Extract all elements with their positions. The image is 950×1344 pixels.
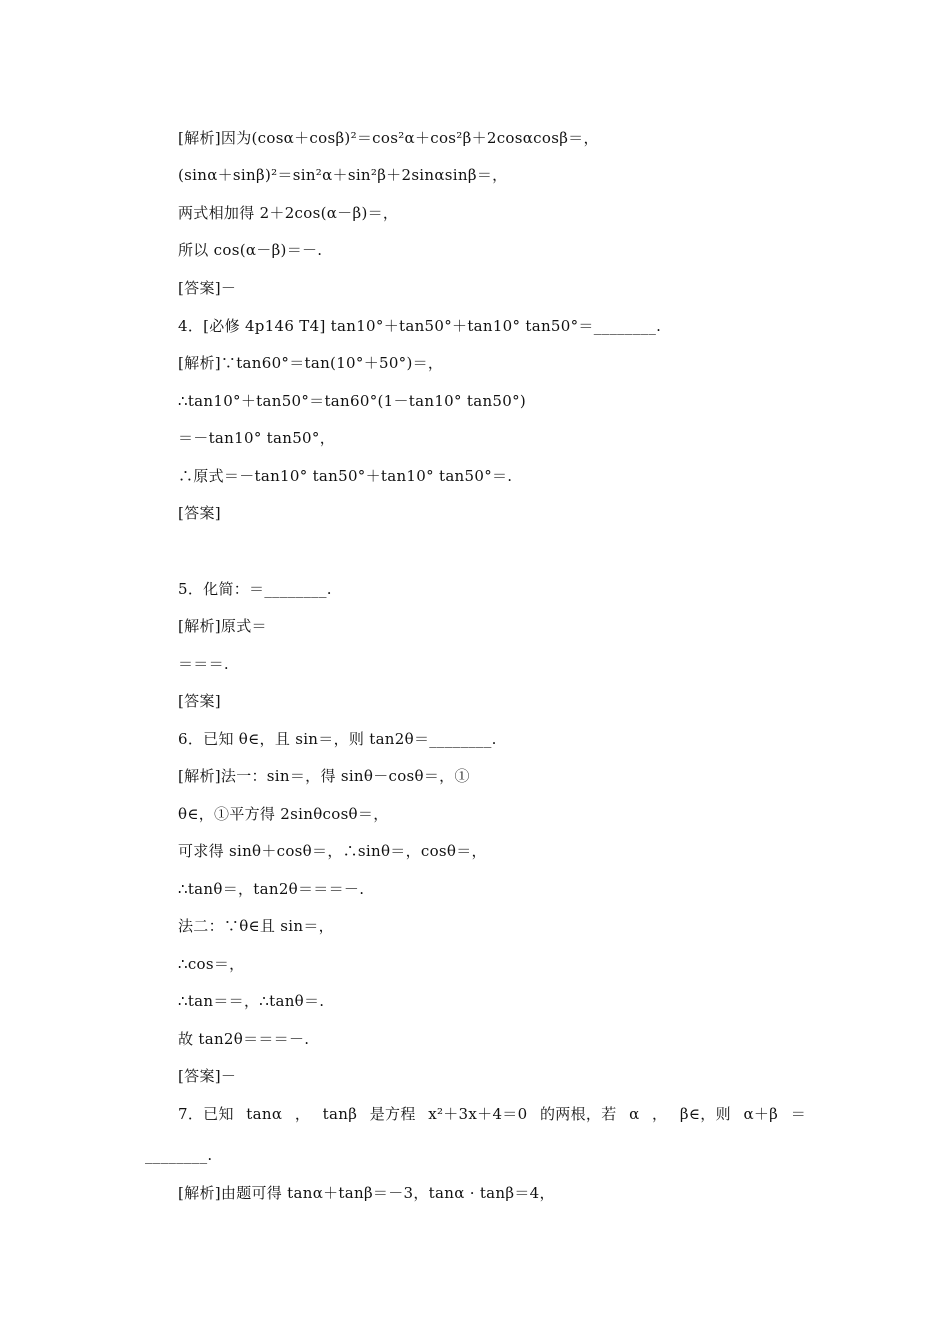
text-line: ∴cos＝， bbox=[178, 955, 245, 973]
answer-label: [答案] bbox=[178, 504, 221, 522]
text-line: 可求得 sinθ＋cosθ＝，∴sinθ＝，cosθ＝， bbox=[178, 842, 487, 860]
q7-part: 是方程 bbox=[369, 1105, 416, 1123]
text-line: 法二：∵θ∈且 sin＝， bbox=[178, 917, 334, 935]
text-line: [解析]法一：sin＝，得 sinθ－cosθ＝，① bbox=[178, 767, 470, 785]
q7-part: α＋β bbox=[743, 1105, 779, 1123]
text-line: [解析]由题可得 tanα＋tanβ＝－3，tanα · tanβ＝4， bbox=[178, 1184, 555, 1202]
q7-part: β∈，则 bbox=[679, 1105, 731, 1123]
question-7 bbox=[178, 1104, 806, 1124]
text-line: (sinα＋sinβ)²＝sin²α＋sin²β＋2sinαsinβ＝， bbox=[178, 166, 508, 184]
answer-label: [答案]－ bbox=[178, 279, 237, 297]
text-line: ∴tan＝＝，∴tanθ＝. bbox=[178, 992, 325, 1010]
q7-part: x²＋3x＋4＝0 bbox=[428, 1105, 528, 1123]
q7-part: α bbox=[629, 1105, 640, 1123]
q7-answer-blank: ________. bbox=[145, 1146, 213, 1164]
text-line: ＝－tan10° tan50°， bbox=[178, 429, 336, 447]
text-line: ∴tan10°＋tan50°＝tan60°(1－tan10° tan50°) bbox=[178, 392, 527, 410]
text-line: ∴tanθ＝，tan2θ＝＝＝－. bbox=[178, 880, 365, 898]
text-line: ＝＝＝. bbox=[178, 655, 229, 673]
q7-part: tanα bbox=[246, 1105, 283, 1123]
question-5: 5．化简：＝________. bbox=[178, 580, 332, 598]
q7-part: 的两根，若 bbox=[540, 1105, 617, 1123]
text-line: θ∈，①平方得 2sinθcosθ＝， bbox=[178, 805, 389, 823]
q7-part: 7．已知 bbox=[178, 1105, 234, 1123]
text-line: 所以 cos(α－β)＝－. bbox=[178, 241, 323, 259]
text-line: [解析]因为(cosα＋cosβ)²＝cos²α＋cos²β＋2cosαcosβ＝， bbox=[178, 129, 599, 147]
text-line: 两式相加得 2＋2cos(α－β)＝， bbox=[178, 204, 399, 222]
text-line: 故 tan2θ＝＝＝－. bbox=[178, 1030, 310, 1048]
text-line: [解析]原式＝ bbox=[178, 617, 267, 635]
answer-label: [答案]－ bbox=[178, 1067, 237, 1085]
question-4: 4．[必修 4p146 T4] tan10°＋tan50°＋tan10° tan50°＝________. bbox=[178, 317, 662, 335]
text-line: ∴原式＝－tan10° tan50°＋tan10° tan50°＝. bbox=[178, 467, 513, 485]
q7-part: ＝ bbox=[790, 1105, 806, 1123]
text-line: [解析]∵tan60°＝tan(10°＋50°)＝， bbox=[178, 354, 444, 372]
q7-part: tanβ bbox=[322, 1105, 358, 1123]
q7-part: ， bbox=[294, 1105, 311, 1123]
question-6: 6．已知 θ∈，且 sin＝，则 tan2θ＝________. bbox=[178, 730, 497, 748]
answer-label: [答案] bbox=[178, 692, 221, 710]
q7-part: ， bbox=[652, 1105, 668, 1123]
